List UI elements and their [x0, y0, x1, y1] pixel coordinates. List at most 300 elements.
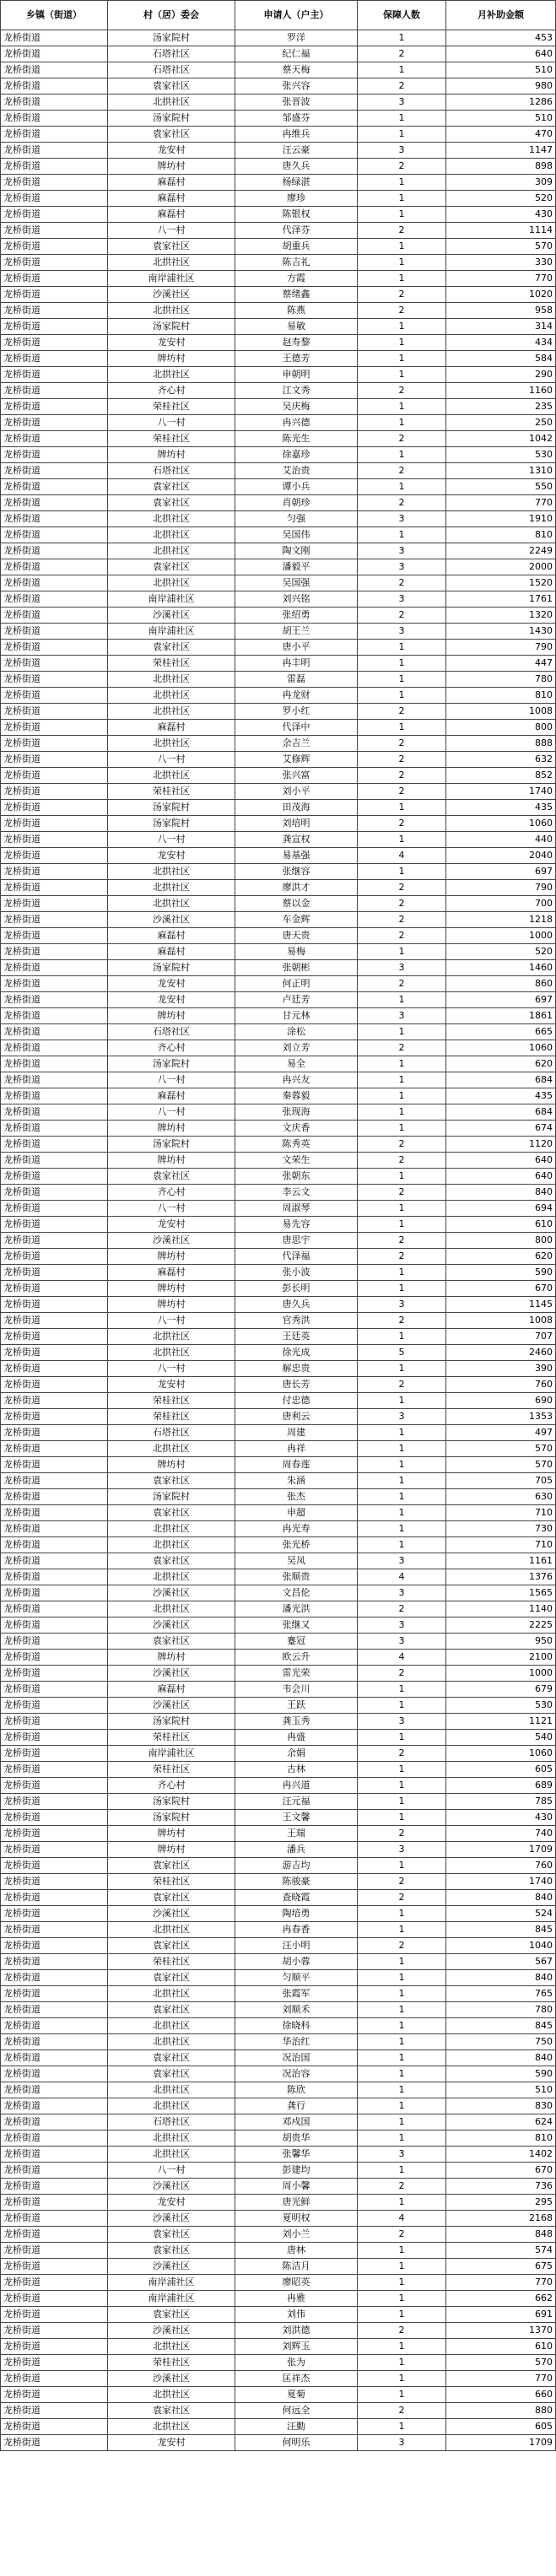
cell-village-committee: 南岸浦社区: [108, 2275, 235, 2291]
cell-township: 龙桥街道: [1, 864, 108, 880]
table-body: [1, 30, 556, 2451]
cell-applicant: 古林: [235, 1762, 358, 1778]
cell-village-committee: 北拱社区: [108, 303, 235, 319]
cell-applicant: 杨绿湛: [235, 175, 358, 191]
table-row: [1, 2163, 556, 2179]
cell-covered-persons: 3: [358, 1553, 446, 1569]
table-row: [1, 1329, 556, 1345]
cell-applicant: 吴庆梅: [235, 399, 358, 415]
header-applicant: 申请人（户主）: [235, 1, 358, 30]
cell-village-committee: 龙安村: [108, 2195, 235, 2211]
cell-township: 龙桥街道: [1, 143, 108, 159]
cell-township: 龙桥街道: [1, 383, 108, 399]
cell-monthly-subsidy: 510: [446, 111, 556, 127]
cell-village-committee: 麻磊村: [108, 928, 235, 944]
cell-covered-persons: 1: [358, 2002, 446, 2018]
cell-covered-persons: 2: [358, 2179, 446, 2195]
cell-village-committee: 牌坊村: [108, 1650, 235, 1666]
cell-village-committee: 沙溪社区: [108, 1906, 235, 1922]
cell-township: 龙桥街道: [1, 111, 108, 127]
table-row: [1, 720, 556, 736]
cell-monthly-subsidy: 1140: [446, 1601, 556, 1617]
cell-covered-persons: 1: [358, 1505, 446, 1521]
cell-applicant: 蔡绪鑫: [235, 287, 358, 303]
cell-village-committee: 龙安村: [108, 2435, 235, 2451]
cell-covered-persons: 2: [358, 912, 446, 928]
cell-applicant: 唐长芳: [235, 1377, 358, 1393]
table-row: [1, 1409, 556, 1425]
cell-covered-persons: 1: [358, 1682, 446, 1698]
header-covered-persons: 保障人数: [358, 1, 446, 30]
cell-township: 龙桥街道: [1, 2130, 108, 2147]
cell-applicant: 刘洪德: [235, 2323, 358, 2339]
cell-applicant: 车金辉: [235, 912, 358, 928]
cell-village-committee: 八一村: [108, 1361, 235, 1377]
cell-village-committee: 北拱社区: [108, 2339, 235, 2355]
cell-village-committee: 北拱社区: [108, 2082, 235, 2098]
cell-monthly-subsidy: 670: [446, 1281, 556, 1297]
cell-covered-persons: 1: [358, 1810, 446, 1826]
cell-monthly-subsidy: 770: [446, 2371, 556, 2387]
cell-applicant: 潘光洪: [235, 1601, 358, 1617]
cell-township: 龙桥街道: [1, 1537, 108, 1553]
table-row: [1, 527, 556, 543]
cell-monthly-subsidy: 1709: [446, 1842, 556, 1858]
cell-covered-persons: 1: [358, 2387, 446, 2403]
cell-applicant: 周春莲: [235, 1457, 358, 1473]
cell-covered-persons: 1: [358, 2098, 446, 2114]
cell-applicant: 朱涵: [235, 1473, 358, 1489]
cell-applicant: 张霞军: [235, 1986, 358, 2002]
cell-applicant: 雷磊: [235, 672, 358, 688]
cell-applicant: 胡王兰: [235, 624, 358, 640]
cell-applicant: 廖珍: [235, 191, 358, 207]
cell-covered-persons: 1: [358, 1858, 446, 1874]
cell-village-committee: 袁家社区: [108, 1473, 235, 1489]
cell-applicant: 廖洪才: [235, 880, 358, 896]
cell-township: 龙桥街道: [1, 223, 108, 239]
cell-applicant: 张顺贵: [235, 1569, 358, 1585]
cell-village-committee: 龙安村: [108, 1377, 235, 1393]
cell-covered-persons: 1: [358, 1489, 446, 1505]
cell-township: 龙桥街道: [1, 287, 108, 303]
cell-township: 龙桥街道: [1, 399, 108, 415]
cell-village-committee: 北拱社区: [108, 736, 235, 752]
cell-applicant: 王廷英: [235, 1329, 358, 1345]
cell-village-committee: 龙安村: [108, 976, 235, 992]
table-row: [1, 1794, 556, 1810]
cell-township: 龙桥街道: [1, 527, 108, 543]
cell-township: 龙桥街道: [1, 800, 108, 816]
cell-covered-persons: 2: [358, 1377, 446, 1393]
cell-township: 龙桥街道: [1, 1377, 108, 1393]
cell-applicant: 张兴富: [235, 768, 358, 784]
table-row: [1, 287, 556, 303]
cell-township: 龙桥街道: [1, 2307, 108, 2323]
table-row: [1, 1521, 556, 1537]
cell-village-committee: 沙溪社区: [108, 2323, 235, 2339]
cell-applicant: 赵寿黎: [235, 335, 358, 351]
cell-covered-persons: 1: [358, 191, 446, 207]
cell-applicant: 张继容: [235, 864, 358, 880]
cell-covered-persons: 1: [358, 1088, 446, 1104]
table-row: [1, 2082, 556, 2098]
cell-monthly-subsidy: 1161: [446, 1553, 556, 1569]
cell-township: 龙桥街道: [1, 1601, 108, 1617]
cell-township: 龙桥街道: [1, 2034, 108, 2050]
cell-monthly-subsidy: 1376: [446, 1569, 556, 1585]
cell-township: 龙桥街道: [1, 2387, 108, 2403]
cell-applicant: 匀顺平: [235, 1970, 358, 1986]
cell-covered-persons: 1: [358, 832, 446, 848]
cell-township: 龙桥街道: [1, 1072, 108, 1088]
cell-township: 龙桥街道: [1, 46, 108, 62]
cell-township: 龙桥街道: [1, 415, 108, 431]
cell-monthly-subsidy: 435: [446, 800, 556, 816]
table-row: [1, 1249, 556, 1265]
cell-monthly-subsidy: 2168: [446, 2211, 556, 2227]
cell-monthly-subsidy: 470: [446, 127, 556, 143]
cell-village-committee: 汤家院村: [108, 960, 235, 976]
table-row: [1, 1634, 556, 1650]
table-row: [1, 2243, 556, 2259]
table-row: [1, 880, 556, 896]
cell-covered-persons: 2: [358, 1185, 446, 1201]
cell-township: 龙桥街道: [1, 463, 108, 479]
cell-monthly-subsidy: 430: [446, 207, 556, 223]
cell-monthly-subsidy: 840: [446, 1890, 556, 1906]
cell-applicant: 代泽中: [235, 720, 358, 736]
cell-village-committee: 北拱社区: [108, 1441, 235, 1457]
table-row: [1, 2419, 556, 2435]
cell-covered-persons: 2: [358, 431, 446, 447]
cell-covered-persons: 3: [358, 143, 446, 159]
cell-monthly-subsidy: 447: [446, 656, 556, 672]
cell-monthly-subsidy: 309: [446, 175, 556, 191]
cell-township: 龙桥街道: [1, 1778, 108, 1794]
table-row: [1, 736, 556, 752]
cell-village-committee: 石塔社区: [108, 1425, 235, 1441]
cell-monthly-subsidy: 640: [446, 1153, 556, 1169]
cell-township: 龙桥街道: [1, 1169, 108, 1185]
table-row: [1, 864, 556, 880]
table-row: [1, 399, 556, 415]
cell-monthly-subsidy: 750: [446, 2034, 556, 2050]
cell-monthly-subsidy: 760: [446, 1858, 556, 1874]
table-row: [1, 768, 556, 784]
cell-applicant: 李云文: [235, 1185, 358, 1201]
cell-monthly-subsidy: 1147: [446, 143, 556, 159]
cell-monthly-subsidy: 497: [446, 1425, 556, 1441]
cell-monthly-subsidy: 584: [446, 351, 556, 367]
cell-covered-persons: 2: [358, 608, 446, 624]
cell-covered-persons: 2: [358, 383, 446, 399]
cell-applicant: 刘伟: [235, 2307, 358, 2323]
cell-village-committee: 袁家社区: [108, 127, 235, 143]
cell-applicant: 何正明: [235, 976, 358, 992]
table-row: [1, 2339, 556, 2355]
cell-covered-persons: 3: [358, 1714, 446, 1730]
table-row: [1, 1217, 556, 1233]
cell-village-committee: 麻磊村: [108, 1682, 235, 1698]
table-row: [1, 2002, 556, 2018]
table-row: [1, 1601, 556, 1617]
cell-monthly-subsidy: 1008: [446, 704, 556, 720]
table-row: [1, 335, 556, 351]
cell-township: 龙桥街道: [1, 1553, 108, 1569]
cell-village-committee: 八一村: [108, 1313, 235, 1329]
cell-village-committee: 北拱社区: [108, 1329, 235, 1345]
cell-township: 龙桥街道: [1, 1730, 108, 1746]
cell-covered-persons: 1: [358, 447, 446, 463]
cell-applicant: 张绍勇: [235, 608, 358, 624]
cell-applicant: 文庆香: [235, 1121, 358, 1137]
cell-monthly-subsidy: 1145: [446, 1297, 556, 1313]
cell-township: 龙桥街道: [1, 2339, 108, 2355]
cell-village-committee: 荣桂社区: [108, 1409, 235, 1425]
cell-monthly-subsidy: 570: [446, 1457, 556, 1473]
cell-township: 龙桥街道: [1, 832, 108, 848]
cell-village-committee: 牌坊村: [108, 1153, 235, 1169]
cell-village-committee: 荣桂社区: [108, 1762, 235, 1778]
cell-applicant: 吴国强: [235, 575, 358, 591]
cell-village-committee: 沙溪社区: [108, 2259, 235, 2275]
cell-township: 龙桥街道: [1, 2323, 108, 2339]
cell-monthly-subsidy: 697: [446, 864, 556, 880]
table-row: [1, 2050, 556, 2066]
cell-covered-persons: 1: [358, 62, 446, 78]
cell-applicant: 邹盛芬: [235, 111, 358, 127]
table-row: [1, 2130, 556, 2147]
cell-township: 龙桥街道: [1, 30, 108, 46]
cell-covered-persons: 2: [358, 816, 446, 832]
table-row: [1, 367, 556, 383]
cell-village-committee: 袁家社区: [108, 78, 235, 95]
cell-village-committee: 北拱社区: [108, 1537, 235, 1553]
cell-applicant: 何远全: [235, 2403, 358, 2419]
cell-township: 龙桥街道: [1, 239, 108, 255]
cell-township: 龙桥街道: [1, 447, 108, 463]
cell-covered-persons: 2: [358, 1746, 446, 1762]
cell-monthly-subsidy: 2460: [446, 1345, 556, 1361]
cell-covered-persons: 2: [358, 1137, 446, 1153]
cell-monthly-subsidy: 845: [446, 2018, 556, 2034]
cell-village-committee: 北拱社区: [108, 2147, 235, 2163]
cell-village-committee: 齐心村: [108, 383, 235, 399]
cell-township: 龙桥街道: [1, 2098, 108, 2114]
cell-village-committee: 北拱社区: [108, 896, 235, 912]
table-row: [1, 1874, 556, 1890]
cell-township: 龙桥街道: [1, 1585, 108, 1601]
cell-covered-persons: 1: [358, 720, 446, 736]
cell-applicant: 汪勤: [235, 2419, 358, 2435]
table-row: [1, 928, 556, 944]
cell-village-committee: 北拱社区: [108, 1569, 235, 1585]
cell-village-committee: 北拱社区: [108, 511, 235, 527]
cell-covered-persons: 2: [358, 736, 446, 752]
cell-village-committee: 北拱社区: [108, 543, 235, 559]
cell-village-committee: 荣桂社区: [108, 784, 235, 800]
cell-township: 龙桥街道: [1, 2419, 108, 2435]
table-row: [1, 1714, 556, 1730]
cell-monthly-subsidy: 453: [446, 30, 556, 46]
cell-township: 龙桥街道: [1, 1666, 108, 1682]
cell-village-committee: 袁家社区: [108, 1169, 235, 1185]
table-row: [1, 2307, 556, 2323]
cell-township: 龙桥街道: [1, 175, 108, 191]
cell-monthly-subsidy: 684: [446, 1072, 556, 1088]
cell-monthly-subsidy: 2100: [446, 1650, 556, 1666]
cell-village-committee: 荣桂社区: [108, 399, 235, 415]
cell-covered-persons: 1: [358, 255, 446, 271]
cell-covered-persons: 2: [358, 1313, 446, 1329]
cell-covered-persons: 2: [358, 2403, 446, 2419]
cell-village-committee: 北拱社区: [108, 1986, 235, 2002]
cell-township: 龙桥街道: [1, 1121, 108, 1137]
cell-covered-persons: 1: [358, 2082, 446, 2098]
table-row: [1, 1281, 556, 1297]
cell-applicant: 刘兴铭: [235, 591, 358, 608]
cell-covered-persons: 1: [358, 1730, 446, 1746]
cell-applicant: 涂松: [235, 1024, 358, 1040]
cell-township: 龙桥街道: [1, 944, 108, 960]
cell-applicant: 雷光荣: [235, 1666, 358, 1682]
cell-applicant: 张朝东: [235, 1169, 358, 1185]
cell-applicant: 张兴容: [235, 78, 358, 95]
cell-township: 龙桥街道: [1, 1938, 108, 1954]
cell-township: 龙桥街道: [1, 1297, 108, 1313]
cell-village-committee: 北拱社区: [108, 95, 235, 111]
cell-covered-persons: 2: [358, 1938, 446, 1954]
cell-covered-persons: 3: [358, 2435, 446, 2451]
cell-applicant: 陈骏豪: [235, 1874, 358, 1890]
table-row: [1, 1265, 556, 1281]
cell-monthly-subsidy: 1740: [446, 784, 556, 800]
table-row: [1, 960, 556, 976]
cell-applicant: 陈吉礼: [235, 255, 358, 271]
cell-covered-persons: 1: [358, 1425, 446, 1441]
table-row: [1, 1313, 556, 1329]
cell-applicant: 冉光寿: [235, 1521, 358, 1537]
cell-monthly-subsidy: 605: [446, 2419, 556, 2435]
cell-township: 龙桥街道: [1, 976, 108, 992]
cell-village-committee: 牌坊村: [108, 1121, 235, 1137]
table-row: [1, 447, 556, 463]
cell-township: 龙桥街道: [1, 1361, 108, 1377]
cell-village-committee: 袁家社区: [108, 2227, 235, 2243]
cell-monthly-subsidy: 679: [446, 1682, 556, 1698]
cell-township: 龙桥街道: [1, 1826, 108, 1842]
cell-applicant: 张小波: [235, 1265, 358, 1281]
cell-monthly-subsidy: 1460: [446, 960, 556, 976]
cell-village-committee: 北拱社区: [108, 672, 235, 688]
cell-covered-persons: 1: [358, 2114, 446, 2130]
cell-applicant: 易敏: [235, 319, 358, 335]
cell-applicant: 付忠德: [235, 1393, 358, 1409]
cell-monthly-subsidy: 694: [446, 1201, 556, 1217]
cell-village-committee: 牌坊村: [108, 1281, 235, 1297]
cell-covered-persons: 2: [358, 976, 446, 992]
cell-monthly-subsidy: 590: [446, 1265, 556, 1281]
cell-monthly-subsidy: 662: [446, 2291, 556, 2307]
cell-monthly-subsidy: 852: [446, 768, 556, 784]
table-row: [1, 1762, 556, 1778]
cell-township: 龙桥街道: [1, 880, 108, 896]
cell-applicant: 匡祥杰: [235, 2371, 358, 2387]
table-row: [1, 191, 556, 207]
cell-village-committee: 袁家社区: [108, 239, 235, 255]
cell-applicant: 潘兵: [235, 1842, 358, 1858]
cell-township: 龙桥街道: [1, 1569, 108, 1585]
cell-applicant: 查晓霞: [235, 1890, 358, 1906]
cell-township: 龙桥街道: [1, 1281, 108, 1297]
cell-township: 龙桥街道: [1, 2147, 108, 2163]
cell-monthly-subsidy: 640: [446, 1169, 556, 1185]
cell-monthly-subsidy: 520: [446, 944, 556, 960]
cell-applicant: 韦会川: [235, 1682, 358, 1698]
cell-village-committee: 八一村: [108, 1104, 235, 1121]
table-row: [1, 1938, 556, 1954]
cell-applicant: 胡贵华: [235, 2130, 358, 2147]
cell-township: 龙桥街道: [1, 1249, 108, 1265]
cell-monthly-subsidy: 660: [446, 2387, 556, 2403]
cell-village-committee: 北拱社区: [108, 2419, 235, 2435]
cell-applicant: 唐思宇: [235, 1233, 358, 1249]
cell-monthly-subsidy: 1370: [446, 2323, 556, 2339]
cell-village-committee: 袁家社区: [108, 1553, 235, 1569]
table-row: [1, 1473, 556, 1489]
cell-monthly-subsidy: 950: [446, 1634, 556, 1650]
cell-covered-persons: 1: [358, 2018, 446, 2034]
table-row: [1, 1537, 556, 1553]
cell-village-committee: 北拱社区: [108, 527, 235, 543]
cell-applicant: 王瑞: [235, 1826, 358, 1842]
cell-applicant: 解忠贵: [235, 1361, 358, 1377]
cell-applicant: 陈欣: [235, 2082, 358, 2098]
table-row: [1, 159, 556, 175]
cell-covered-persons: 2: [358, 704, 446, 720]
table-row: [1, 30, 556, 46]
cell-monthly-subsidy: 740: [446, 1826, 556, 1842]
header-village-committee: 村（居）委会: [108, 1, 235, 30]
cell-village-committee: 汤家院村: [108, 800, 235, 816]
cell-township: 龙桥街道: [1, 2179, 108, 2195]
cell-applicant: 张继又: [235, 1617, 358, 1634]
cell-applicant: 况治容: [235, 2066, 358, 2082]
cell-village-committee: 沙溪社区: [108, 2179, 235, 2195]
cell-township: 龙桥街道: [1, 1650, 108, 1666]
table-header: [1, 1, 556, 30]
table-row: [1, 2275, 556, 2291]
cell-township: 龙桥街道: [1, 736, 108, 752]
table-row: [1, 1153, 556, 1169]
cell-applicant: 龚玉秀: [235, 1714, 358, 1730]
table-row: [1, 543, 556, 559]
cell-township: 龙桥街道: [1, 1634, 108, 1650]
cell-village-committee: 龙安村: [108, 1217, 235, 1233]
cell-village-committee: 袁家社区: [108, 2243, 235, 2259]
table-row: [1, 2018, 556, 2034]
cell-township: 龙桥街道: [1, 704, 108, 720]
cell-township: 龙桥街道: [1, 1794, 108, 1810]
cell-monthly-subsidy: 691: [446, 2307, 556, 2323]
cell-covered-persons: 3: [358, 591, 446, 608]
cell-monthly-subsidy: 780: [446, 2002, 556, 2018]
cell-monthly-subsidy: 570: [446, 1441, 556, 1457]
cell-monthly-subsidy: 630: [446, 1489, 556, 1505]
cell-covered-persons: 1: [358, 479, 446, 495]
table-row: [1, 992, 556, 1008]
